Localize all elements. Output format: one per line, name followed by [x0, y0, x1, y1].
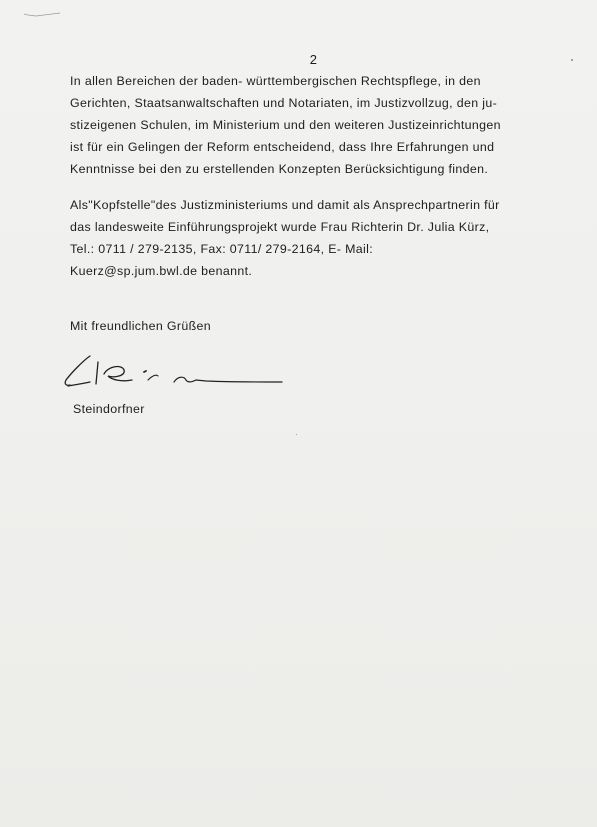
- email-label-part2: Mail:: [345, 242, 373, 256]
- fax-prefix: 0711/: [229, 242, 262, 256]
- tel-number: 279-2135,: [137, 242, 197, 256]
- paragraph-line: Kenntnisse bei den zu erstellenden Konzepten Berücksichtigung finden.: [70, 162, 489, 176]
- fax-number: 279-2164,: [265, 242, 325, 256]
- email-label-part1: E-: [328, 242, 342, 256]
- scan-speck: [296, 434, 297, 435]
- paragraph-line: Gerichten, Staatsanwaltschaften und Notariaten, im Justizvollzug, den ju-: [70, 96, 498, 110]
- contact-line: [70, 238, 512, 260]
- paragraph-line: In allen Bereichen der baden- württembergischen Rechtspflege, in den: [70, 74, 481, 88]
- closing-salutation: Mit freundlichen Grüßen: [70, 319, 211, 333]
- paragraph-line: das landesweite Einführungsprojekt wurde Frau Richterin Dr. Julia Kürz,: [70, 220, 490, 234]
- paragraph-line: ist für ein Gelingen der Reform entscheidend, dass Ihre Erfahrungen und: [70, 140, 495, 154]
- body-paragraph-1: [70, 70, 512, 180]
- signer-name: Steindorfner: [73, 402, 145, 416]
- handwritten-signature: [60, 350, 290, 398]
- tel-prefix: 0711: [98, 242, 127, 256]
- email-line: Kuerz@sp.jum.bwl.de benannt.: [70, 264, 253, 278]
- tel-label: Tel.:: [70, 242, 95, 256]
- body-paragraph-2: [70, 194, 512, 282]
- scan-speck: [571, 59, 573, 61]
- paragraph-line: Als"Kopfstelle"des Justizministeriums und damit als Ansprechpartnerin für: [70, 198, 500, 212]
- page-number: 2: [309, 52, 318, 67]
- scan-artifact: [22, 10, 62, 20]
- paragraph-line: stizeigenen Schulen, im Ministerium und den weiteren Justizeinrichtungen: [70, 118, 501, 132]
- fax-label: Fax:: [200, 242, 226, 256]
- tel-separator: /: [130, 242, 134, 256]
